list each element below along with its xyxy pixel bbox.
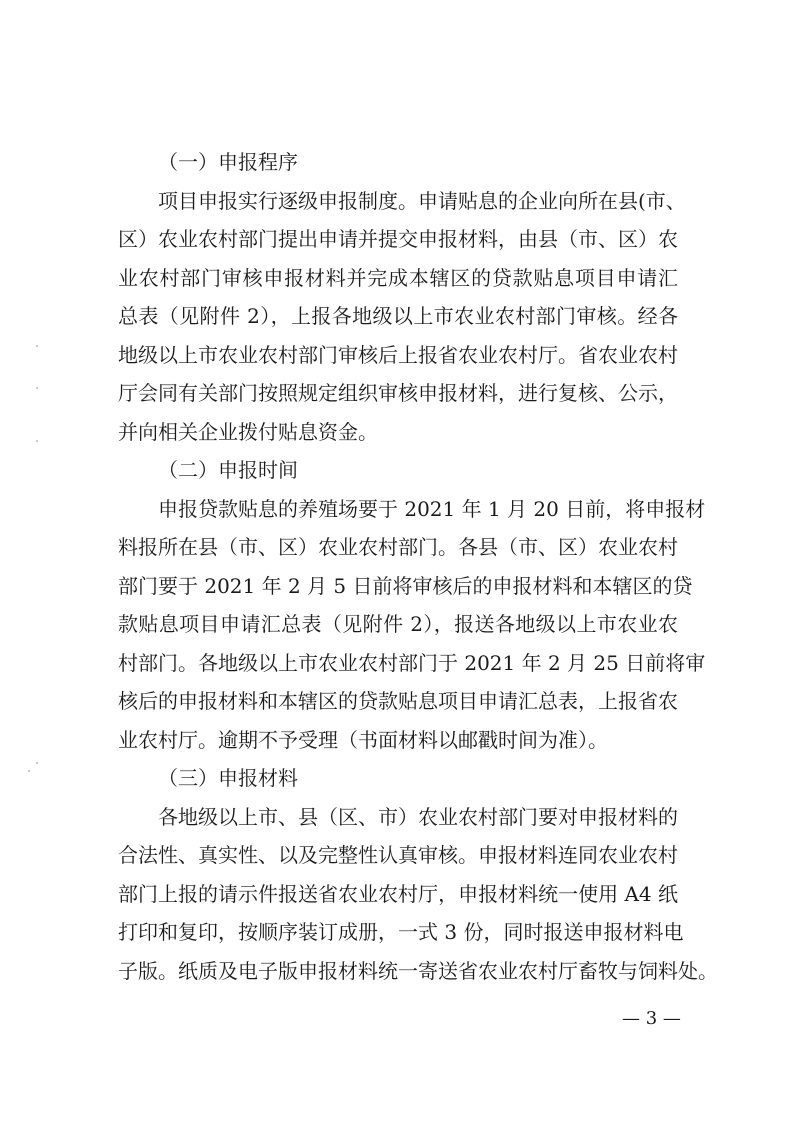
document-body <box>118 143 718 990</box>
section-paragraph <box>118 490 706 760</box>
paragraph-line: 区）农业农村部门提出申请并提交申报材料，由县（市、区）农 <box>118 227 678 251</box>
paragraph-line: 各地级以上市、县（区、市）农业农村部门要对申报材料的 <box>158 804 678 829</box>
paragraph-line: 地级以上市农业农村部门审核后上报省农业农村厅。省农业农村 <box>118 342 678 367</box>
section-application-materials <box>118 759 718 990</box>
paragraph-line: 打印和复印，按顺序装订成册，一式 3 份，同时报送申报材料电 <box>118 920 684 944</box>
section-heading: （一）申报程序 <box>158 150 298 174</box>
page-number: — 3 — <box>622 1008 681 1029</box>
scan-speck <box>36 762 38 764</box>
section-application-time <box>118 451 706 759</box>
scan-speck <box>36 345 38 347</box>
paragraph-line: 总表（见附件 2），上报各地级以上市农业农村部门审核。经各 <box>118 304 678 328</box>
paragraph-line: 厅会同有关部门按照规定组织审核申报材料，进行复核、公示， <box>118 381 678 405</box>
paragraph-line: 款贴息项目申请汇总表（见附件 2），报送各地级以上市农业农 <box>118 612 678 636</box>
paragraph-line: 村部门。各地级以上市农业农村部门于 2021 年 2 月 25 日前将审 <box>118 650 706 675</box>
paragraph-line: 项目申报实行逐级申报制度。申请贴息的企业向所在县(市、 <box>158 188 686 213</box>
section-paragraph <box>118 182 686 452</box>
paragraph-line: 核后的申报材料和本辖区的贷款贴息项目申请汇总表，上报省农 <box>118 689 678 713</box>
paragraph-line: 业农村厅。逾期不予受理（书面材料以邮戳时间为准）。 <box>118 727 608 752</box>
paragraph-line: 料报所在县（市、区）农业农村部门。各县（市、区）农业农村 <box>118 535 678 559</box>
paragraph-line: 合法性、真实性、以及完整性认真审核。申报材料连同农业农村 <box>118 843 678 867</box>
scan-speck <box>36 387 38 389</box>
section-heading: （三）申报材料 <box>158 766 298 790</box>
section-paragraph <box>118 798 718 991</box>
scan-speck <box>36 440 38 442</box>
scan-speck <box>28 770 30 772</box>
paragraph-line: 业农村部门审核申报材料并完成本辖区的贷款贴息项目申请汇 <box>118 265 678 290</box>
paragraph-line: 子版。纸质及电子版申报材料统一寄送省农业农村厅畜牧与饲料处。 <box>118 958 718 983</box>
paragraph-line: 部门上报的请示件报送省农业农村厅，申报材料统一使用 A4 纸 <box>118 881 678 906</box>
section-application-procedure <box>118 143 686 451</box>
paragraph-line: 部门要于 2021 年 2 月 5 日前将审核后的申报材料和本辖区的贷 <box>118 573 693 598</box>
paragraph-line: 并向相关企业拨付贴息资金。 <box>118 419 378 444</box>
paragraph-line: 申报贷款贴息的养殖场要于 2021 年 1 月 20 日前，将申报材 <box>158 496 706 521</box>
section-heading: （二）申报时间 <box>158 458 298 482</box>
